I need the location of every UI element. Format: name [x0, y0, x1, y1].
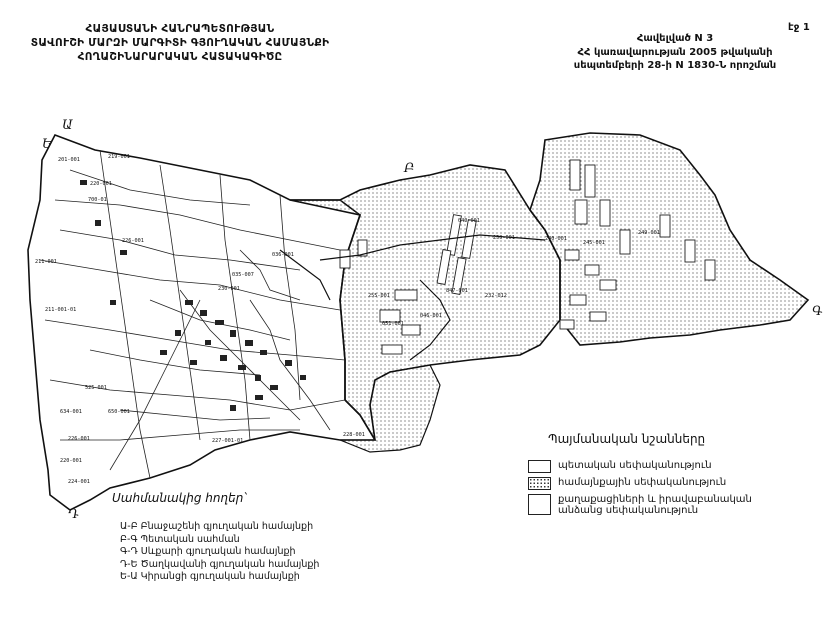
parcel-label: 255-001: [368, 293, 390, 299]
parcel-label: 228-001: [343, 432, 365, 438]
legend-label: քաղաքացիների և իրավաբանական անձանց սեփականություն: [558, 494, 752, 516]
parcel-label: 224-001: [68, 479, 90, 485]
parcel-label: 650-001: [108, 409, 130, 415]
parcel-label: 226-001: [68, 436, 90, 442]
parcel-label: 219-001: [108, 154, 130, 160]
parcel-label: 525-001: [85, 385, 107, 391]
title-line-3: ՀՈՂԱՇԻՆԱՐԱՐԱԿԱՆ ՀԱՏԱԿԱԳԻԾԸ: [77, 51, 283, 63]
parcel-label: 046-001: [420, 313, 442, 319]
western-territory: [28, 135, 375, 510]
legend-title: Պայմանական նշանները: [548, 432, 706, 446]
parcel-label: 240-001: [545, 236, 567, 242]
parcel-label: 847-001: [446, 288, 468, 294]
parcel-label: 201-001: [58, 157, 80, 163]
parcel-label: 220-001: [60, 458, 82, 464]
parcel-label: 245-001: [583, 240, 605, 246]
legend-label: համայնքային սեփականություն: [558, 477, 727, 488]
boundary-point-b: Բ: [404, 161, 415, 176]
legend: [528, 460, 798, 520]
parcel-label: 226-001: [122, 238, 144, 244]
parcel-label: 211-001-01: [45, 307, 77, 313]
parcel-label: 700-01: [88, 197, 107, 203]
parcel-label: 250-001: [493, 235, 515, 241]
adjacent-land-item: Ե-Ա Կիրանցի գյուղական համայնքի: [120, 571, 300, 582]
parcel-label: 227-001-01: [212, 438, 244, 444]
parcel-label: 220-001: [90, 181, 112, 187]
legend-swatch-dots: [528, 477, 551, 490]
legend-item-state: [528, 460, 798, 473]
parcel-label: 211-001: [35, 259, 57, 265]
page-number: էջ 1: [788, 22, 810, 33]
adjacent-lands-list: [120, 521, 319, 584]
boundary-point-g: Գ: [812, 304, 823, 319]
appendix-line-2: ՀՀ կառավարության 2005 թվականի: [577, 46, 773, 58]
title-line-1: ՀԱՅԱՍՏԱՆԻ ՀԱՆՐԱՊԵՏՈՒԹՅԱՆ: [85, 23, 275, 35]
adjacent-land-item: Դ-Ե Ծաղկավանի գյուղական համայնքի: [120, 558, 320, 570]
boundary-point-e: Ե: [42, 137, 53, 152]
legend-item-private: [528, 494, 798, 516]
parcel-label: 036-001: [272, 252, 294, 258]
parcel-label: 035-007: [232, 272, 254, 278]
title-line-2: ՏԱՎՈՒՇԻ ՄԱՐԶԻ ՄԱՐԳԻՏԻ ԳՅՈՒՂԱԿԱՆ ՀԱՄԱՅՆՔԻ: [30, 37, 330, 49]
parcel-label: 051-001: [382, 321, 404, 327]
adjacent-land-item: Գ-Դ Սևքարի գյուղական համայնքի: [120, 546, 296, 557]
legend-label: պետական սեփականություն: [558, 460, 712, 471]
appendix-line-3: սեպտեմբերի 28-ի N 1830-Ն որոշման: [573, 60, 777, 71]
adjacent-land-item: Ա-Բ Բնաջաշենի գյուղական համայնքի: [120, 521, 314, 532]
parcel-label: 230-001: [218, 286, 240, 292]
parcel-label: 232-012: [485, 293, 507, 299]
legend-swatch-blank: [528, 460, 551, 473]
legend-swatch-blank: [528, 494, 551, 515]
parcel-label: 249-001: [638, 230, 660, 236]
adjacent-lands-title: Սահմանակից հողեր՝: [112, 491, 247, 505]
adjacent-land-item: Բ-Գ Պետական սահման: [120, 533, 240, 545]
boundary-point-d: Դ: [68, 507, 79, 522]
parcel-label: 634-001: [60, 409, 82, 415]
boundary-point-a: Ա: [62, 118, 73, 133]
appendix-line-1: Հավելված N 3: [636, 33, 714, 44]
legend-item-community: [528, 477, 798, 490]
parcel-label: 040-001: [458, 218, 480, 224]
